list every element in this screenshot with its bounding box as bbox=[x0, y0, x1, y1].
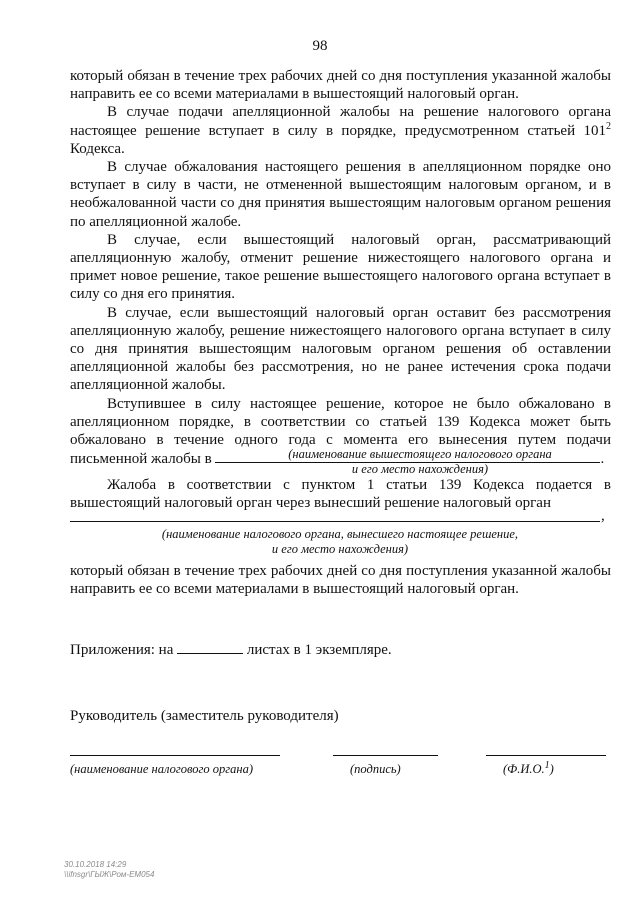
paragraph-appeal-entry bbox=[70, 103, 611, 158]
fio-sign-line bbox=[486, 755, 606, 756]
head-title: Руководитель (заместитель руководителя) bbox=[70, 708, 339, 724]
body-text-top bbox=[70, 67, 611, 468]
body-text-bottom bbox=[70, 562, 611, 598]
signature-caption: (подпись) bbox=[350, 762, 401, 776]
paragraph-complaint: Жалоба в соответствии с пунктом 1 статьи 139 Кодекса подается в вышестоящий налоговый орган через вынесший решение налоговый орган bbox=[70, 477, 611, 512]
body-text-complaint bbox=[70, 476, 611, 512]
attachments-prefix: Приложения: на bbox=[70, 642, 174, 658]
paragraph-appeal-entry-text: В случае подачи апелляционной жалобы на решение налогового органа настоящее решение вступает в силу в порядке, предусмотренном статьей 101 bbox=[70, 104, 611, 139]
fio-superscript: 1 bbox=[544, 759, 550, 771]
attachments-suffix: листах в 1 экземпляре. bbox=[246, 642, 392, 658]
sheet-count-fill-line bbox=[177, 640, 243, 654]
paragraph-appeal-partial: В случае обжалования настоящего решения в апелляционном порядке оно вступает в силу в части, не отмененной вышестоящим налоговым органом, и в необжалованной части со дня принятия вышестоящим налоговым органом решения по апелляционной жалобе. bbox=[70, 159, 611, 230]
caption-higher-authority-line1: (наименование вышестоящего налогового органа bbox=[288, 447, 552, 461]
caption-higher-authority-line2: и его место нахождения) bbox=[351, 462, 489, 476]
caption-issuing-authority bbox=[120, 527, 560, 557]
fio-caption bbox=[503, 759, 554, 777]
paragraph-entered-force-end: . bbox=[600, 451, 605, 468]
caption-issuing-authority-line1: (наименование налогового органа, вынесшего настоящее решение, bbox=[161, 527, 519, 541]
fio-caption-text: (Ф.И.О. bbox=[503, 762, 545, 776]
print-stamp-date: 30.10.2018 14:29 bbox=[64, 860, 127, 869]
paragraph-submission-repeat: который обязан в течение трех рабочих дней со дня поступления указанной жалобы направить ее со всеми материалами в вышестоящий налоговый орган. bbox=[70, 563, 611, 598]
paragraph-appeal-new-decision: В случае, если вышестоящий налоговый орган, рассматривающий апелляционную жалобу, отменит решение нижестоящего налогового органа и примет новое решение, такое решение вышестоящего налогового органа вступает в силу со дня его принятия. bbox=[70, 231, 611, 303]
paragraph-appeal-entry-tail: Кодекса. bbox=[70, 140, 125, 157]
fill-line-comma: , bbox=[601, 508, 605, 524]
signature-sign-line bbox=[333, 755, 438, 756]
caption-higher-authority bbox=[230, 447, 610, 477]
caption-issuing-authority-line2: и его место нахождения) bbox=[271, 542, 409, 556]
page-number: 98 bbox=[312, 38, 328, 54]
paragraph-entered-force-text: Вступившее в силу настоящее решение, которое не было обжаловано в апелляционном порядке, в соответствии со статьей 139 Кодекса может быть обжаловано в течение одного года с момента его вынесения путем подачи письменной жалобы в bbox=[70, 395, 611, 468]
fio-caption-close: ) bbox=[549, 762, 554, 776]
org-name-sign-line bbox=[70, 755, 280, 756]
attachments-line bbox=[70, 640, 392, 659]
paragraph-submission: который обязан в течение трех рабочих дней со дня поступления указанной жалобы направить ее со всеми материалами в вышестоящий налоговый орган. bbox=[70, 68, 611, 103]
print-stamp-path: \\ifnsgr\ГЫЖ\Ром-ЕМ054 bbox=[64, 870, 155, 879]
article-superscript: 2 bbox=[606, 120, 611, 132]
org-name-caption: (наименование налогового органа) bbox=[70, 762, 253, 776]
issuing-authority-fill-line bbox=[70, 521, 600, 522]
paragraph-appeal-unreviewed: В случае, если вышестоящий налоговый орган оставит без рассмотрения апелляционную жалобу, решение нижестоящего налогового органа вступает в силу со дня принятия вышестоящим налоговым органом решения об оставлении апелляционной жалобы без рассмотрения, но не ранее истечения срока подачи апелляционной жалобы. bbox=[70, 304, 611, 394]
